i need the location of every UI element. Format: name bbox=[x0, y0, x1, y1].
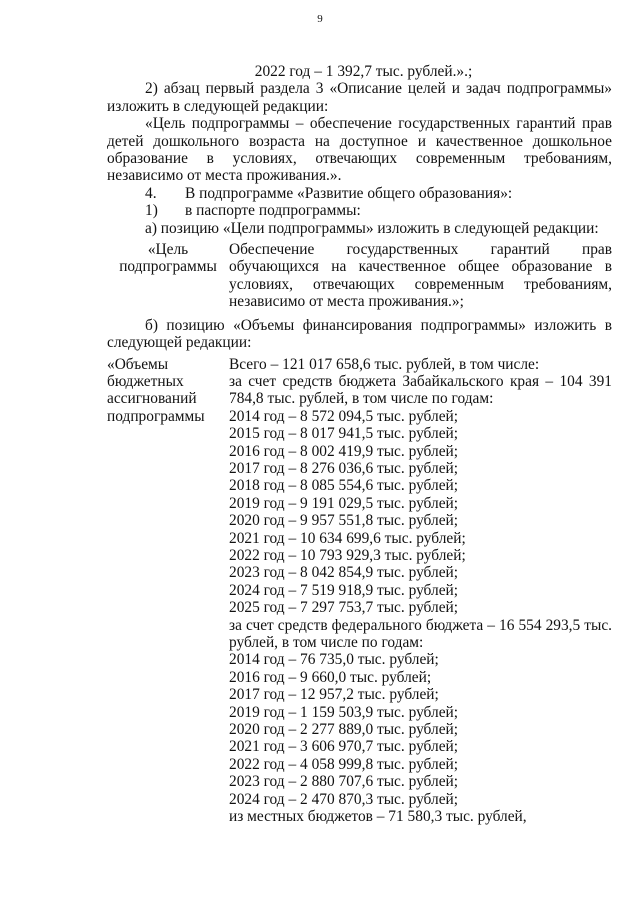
regional-year-line: 2017 год – 8 276 036,6 тыс. рублей; bbox=[229, 459, 459, 477]
regional-year-line: 2014 год – 8 572 094,5 тыс. рублей; bbox=[229, 407, 459, 425]
regional-year-line: 2021 год – 10 634 699,6 тыс. рублей; bbox=[229, 529, 466, 547]
regional-year-line: 2025 год – 7 297 753,7 тыс. рублей; bbox=[229, 599, 459, 617]
federal-year-line: 2019 год – 1 159 503,9 тыс. рублей; bbox=[229, 703, 459, 721]
finance-total: Всего – 121 017 658,6 тыс. рублей, в том числе: bbox=[229, 355, 540, 373]
regional-year-line: 2019 год – 9 191 029,5 тыс. рублей; bbox=[229, 494, 459, 512]
paragraph-goal: «Цель подпрограммы – обеспечение государственных гарантий прав детей дошкольного возраста на доступное и качественное дошкольное образование в условиях, отвечающих современным требованиям, независимо от места проживания.». bbox=[107, 115, 612, 185]
finance-value bbox=[229, 356, 612, 826]
goals-table bbox=[107, 241, 612, 311]
regional-year-line: 2023 год – 8 042 854,9 тыс. рублей; bbox=[229, 564, 459, 582]
federal-year-line: 2024 год – 2 470 870,3 тыс. рублей; bbox=[229, 790, 459, 808]
paragraph-item-1 bbox=[107, 202, 612, 219]
regional-year-line: 2022 год – 10 793 929,3 тыс. рублей; bbox=[229, 546, 466, 564]
item-1-number: 1) bbox=[145, 202, 158, 220]
finance-federal-intro: за счет средств федерального бюджета – 16 554 293,5 тыс. рублей, в том числе по годам: bbox=[229, 616, 612, 651]
goals-value: Обеспечение государственных гарантий прав обучающихся на качественное общее образование в условиях, отвечающих современным требованиям, независимо от места проживания.»; bbox=[229, 241, 612, 311]
paragraph-item-b: б) позицию «Объемы финансирования подпрограммы» изложить в следующей редакции: bbox=[107, 316, 612, 352]
regional-year-line: 2015 год – 8 017 941,5 тыс. рублей; bbox=[229, 425, 459, 443]
finance-table bbox=[107, 356, 612, 826]
paragraph-top-line: 2022 год – 1 392,7 тыс. рублей.».; bbox=[254, 63, 473, 80]
federal-year-line: 2014 год – 76 735,0 тыс. рублей; bbox=[229, 651, 439, 669]
federal-year-line: 2022 год – 4 058 999,8 тыс. рублей; bbox=[229, 755, 459, 773]
regional-year-line: 2018 год – 8 085 554,6 тыс. рублей; bbox=[229, 477, 459, 495]
federal-year-line: 2016 год – 9 660,0 тыс. рублей; bbox=[229, 668, 432, 686]
federal-year-line: 2020 год – 2 277 889,0 тыс. рублей; bbox=[229, 721, 459, 739]
finance-federal-years bbox=[229, 651, 612, 808]
item-4-number: 4. bbox=[145, 184, 157, 202]
paragraph-item-a: а) позицию «Цели подпрограммы» изложить в следующей редакции: bbox=[145, 219, 599, 237]
federal-year-line: 2017 год – 12 957,2 тыс. рублей; bbox=[229, 686, 439, 704]
regional-year-line: 2024 год – 7 519 918,9 тыс. рублей; bbox=[229, 581, 459, 599]
item-1-text: в паспорте подпрограммы: bbox=[185, 202, 361, 220]
federal-year-line: 2023 год – 2 880 707,6 тыс. рублей; bbox=[229, 773, 459, 791]
regional-year-line: 2016 год – 8 002 419,9 тыс. рублей; bbox=[229, 442, 459, 460]
item-4-text: В подпрограмме «Развитие общего образования»: bbox=[185, 184, 513, 202]
federal-year-line: 2021 год – 3 606 970,7 тыс. рублей; bbox=[229, 738, 459, 756]
document-body bbox=[107, 63, 612, 825]
paragraph-item-2: 2) абзац первый раздела 3 «Описание целей и задач подпрограммы» изложить в следующей редакции: bbox=[107, 80, 612, 115]
paragraph-item-4 bbox=[107, 185, 612, 202]
regional-year-line: 2020 год – 9 957 551,8 тыс. рублей; bbox=[229, 512, 459, 530]
finance-label: «Объемы бюджетных ассигнований подпрограммы bbox=[107, 355, 205, 425]
page-number: 9 bbox=[317, 13, 323, 25]
finance-local: из местных бюджетов – 71 580,3 тыс. рублей, bbox=[229, 808, 527, 826]
goals-label: «Цель подпрограммы bbox=[119, 241, 217, 276]
finance-regional-intro: за счет средств бюджета Забайкальского края – 104 391 784,8 тыс. рублей, в том числе по годам: bbox=[229, 372, 612, 408]
finance-regional-years bbox=[229, 408, 612, 617]
